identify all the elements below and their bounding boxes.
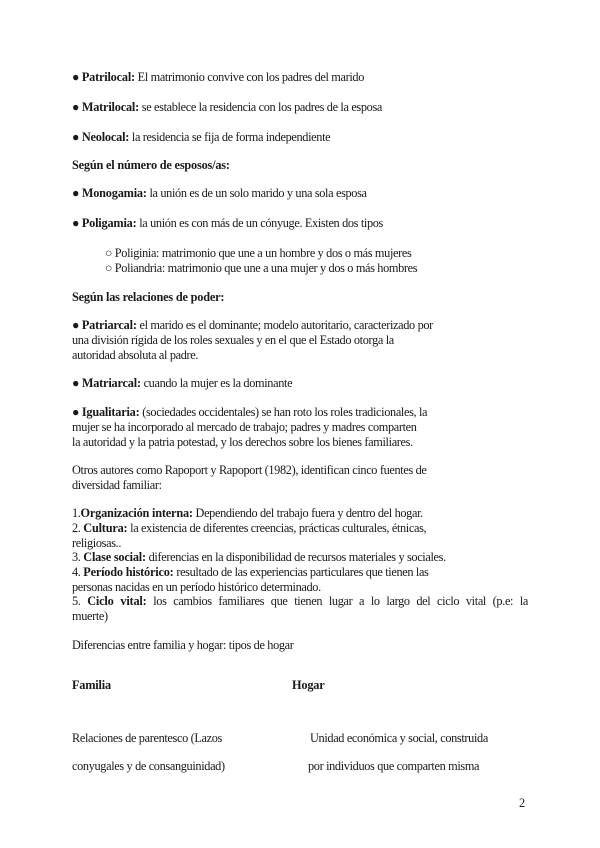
term-patriarcal: Patriarcal: [81,318,137,332]
source-1 [72,506,423,521]
source-number: 3. [72,550,81,564]
term-clase-social: Clase social: [83,550,146,564]
term-matrilocal: Matrilocal: [81,100,140,114]
item-poliandria: ○ Poliandria: matrimonio que une a una mujer y dos o más hombres [105,261,418,275]
source-number: 4. [72,565,81,579]
definition-matriarcal: cuando la mujer es la dominante [140,376,293,390]
item-monogamia [72,186,367,201]
diferencias-text: Diferencias entre familia y hogar: tipos de hogar [72,638,294,652]
igualitaria-line-3: la autoridad y la patria potestad, y los derechos sobre los bienes familiares. [72,435,413,449]
source-4 [72,565,429,580]
item-patrilocal [72,70,364,85]
definition-patrilocal: El matrimonio convive con los padres del marido [134,70,365,84]
definition-patriarcal: el marido es el dominante; modelo autoritario, caracterizado por [136,318,433,332]
bullet: ● [72,318,80,332]
igualitaria-line-2: mujer se ha incorporado al mercado de trabajo; padres y madres comparten [72,420,417,434]
bullet: ● [72,216,80,230]
page-number: 2 [519,796,526,810]
table-head-hogar [292,678,324,693]
item-matriarcal [72,376,292,391]
heading-spouses-text: Según el número de esposos/as: [72,158,230,172]
bullet: ● [72,405,80,419]
source-5 [72,594,528,609]
table-head-hogar-text: Hogar [292,678,325,692]
item-neolocal [72,130,330,145]
table-cell-familia-2: conyugales y de consanguinidad) [72,759,225,773]
heading-power [72,290,224,305]
term-patrilocal: Patrilocal: [81,70,135,84]
term-ciclo-vital: Ciclo vital: [87,594,147,608]
bullet: ● [72,100,80,114]
term-igualitaria: Igualitaria: [81,405,140,419]
source-3-text: diferencias en la disponibilidad de recursos materiales y sociales. [145,550,446,564]
source-number: 5. [72,594,81,608]
term-periodo-historico: Período histórico: [83,565,174,579]
source-4-line-2: personas nacidas en un período histórico determinado. [72,580,321,594]
bullet: ● [72,186,80,200]
source-4-text: resultado de las experiencias particulares que tienen las [173,565,429,579]
source-number: 2. [72,521,81,535]
table-head-familia-text: Familia [72,678,111,692]
table-cell-hogar-1: Unidad económica y social, construida [310,731,488,745]
rapoport-line-1: Otros autores como Rapoport y Rapoport (1982), identifican cinco fuentes de [72,463,427,477]
source-5-line-2: muerte) [72,609,108,623]
item-patriarcal [72,318,433,333]
table-cell-hogar-2: por individuos que comparten misma [308,759,480,773]
patriarcal-line-3: autoridad absoluta al padre. [72,348,199,362]
term-poligamia: Poligamia: [81,216,137,230]
term-organizacion-interna: Organización interna: [80,506,193,520]
table-cell-familia-1: Relaciones de parentesco (Lazos [72,731,222,745]
source-2-text: la existencia de diferentes creencias, prácticas culturales, étnicas, [127,521,427,535]
term-cultura: Cultura: [83,521,128,535]
patriarcal-line-2: una división rígida de los roles sexuales y en el que el Estado otorga la [72,333,394,347]
source-number: 1. [72,506,81,520]
item-matrilocal [72,100,382,115]
source-2-line-2: religiosas.. [72,536,122,550]
item-igualitaria [72,405,427,420]
term-monogamia: Monogamia: [81,186,147,200]
source-5-text: los cambios familiares que tienen lugar a lo largo del ciclo vital (p.e: la [146,594,528,608]
item-poligamia [72,216,383,231]
definition-matrilocal: se establece la residencia con los padres de la esposa [139,100,383,114]
bullet: ● [72,70,80,84]
definition-poligamia: la unión es con más de un cónyuge. Existen dos tipos [136,216,383,230]
source-3 [72,550,446,565]
source-1-text: Dependiendo del trabajo fuera y dentro del hogar. [192,506,423,520]
heading-spouses [72,158,230,173]
definition-monogamia: la unión es de un solo marido y una sola esposa [146,186,367,200]
source-2 [72,521,426,536]
term-neolocal: Neolocal: [81,130,130,144]
rapoport-line-2: diversidad familiar: [72,478,162,492]
bullet: ● [72,376,80,390]
table-head-familia [72,678,111,693]
definition-neolocal: la residencia se fija de forma independiente [129,130,331,144]
term-matriarcal: Matriarcal: [81,376,141,390]
definition-igualitaria: (sociedades occidentales) se han roto los roles tradicionales, la [139,405,428,419]
heading-power-text: Según las relaciones de poder: [72,290,225,304]
bullet: ● [72,130,80,144]
item-poliginia: ○ Poliginia: matrimonio que une a un hombre y dos o más mujeres [105,246,412,260]
